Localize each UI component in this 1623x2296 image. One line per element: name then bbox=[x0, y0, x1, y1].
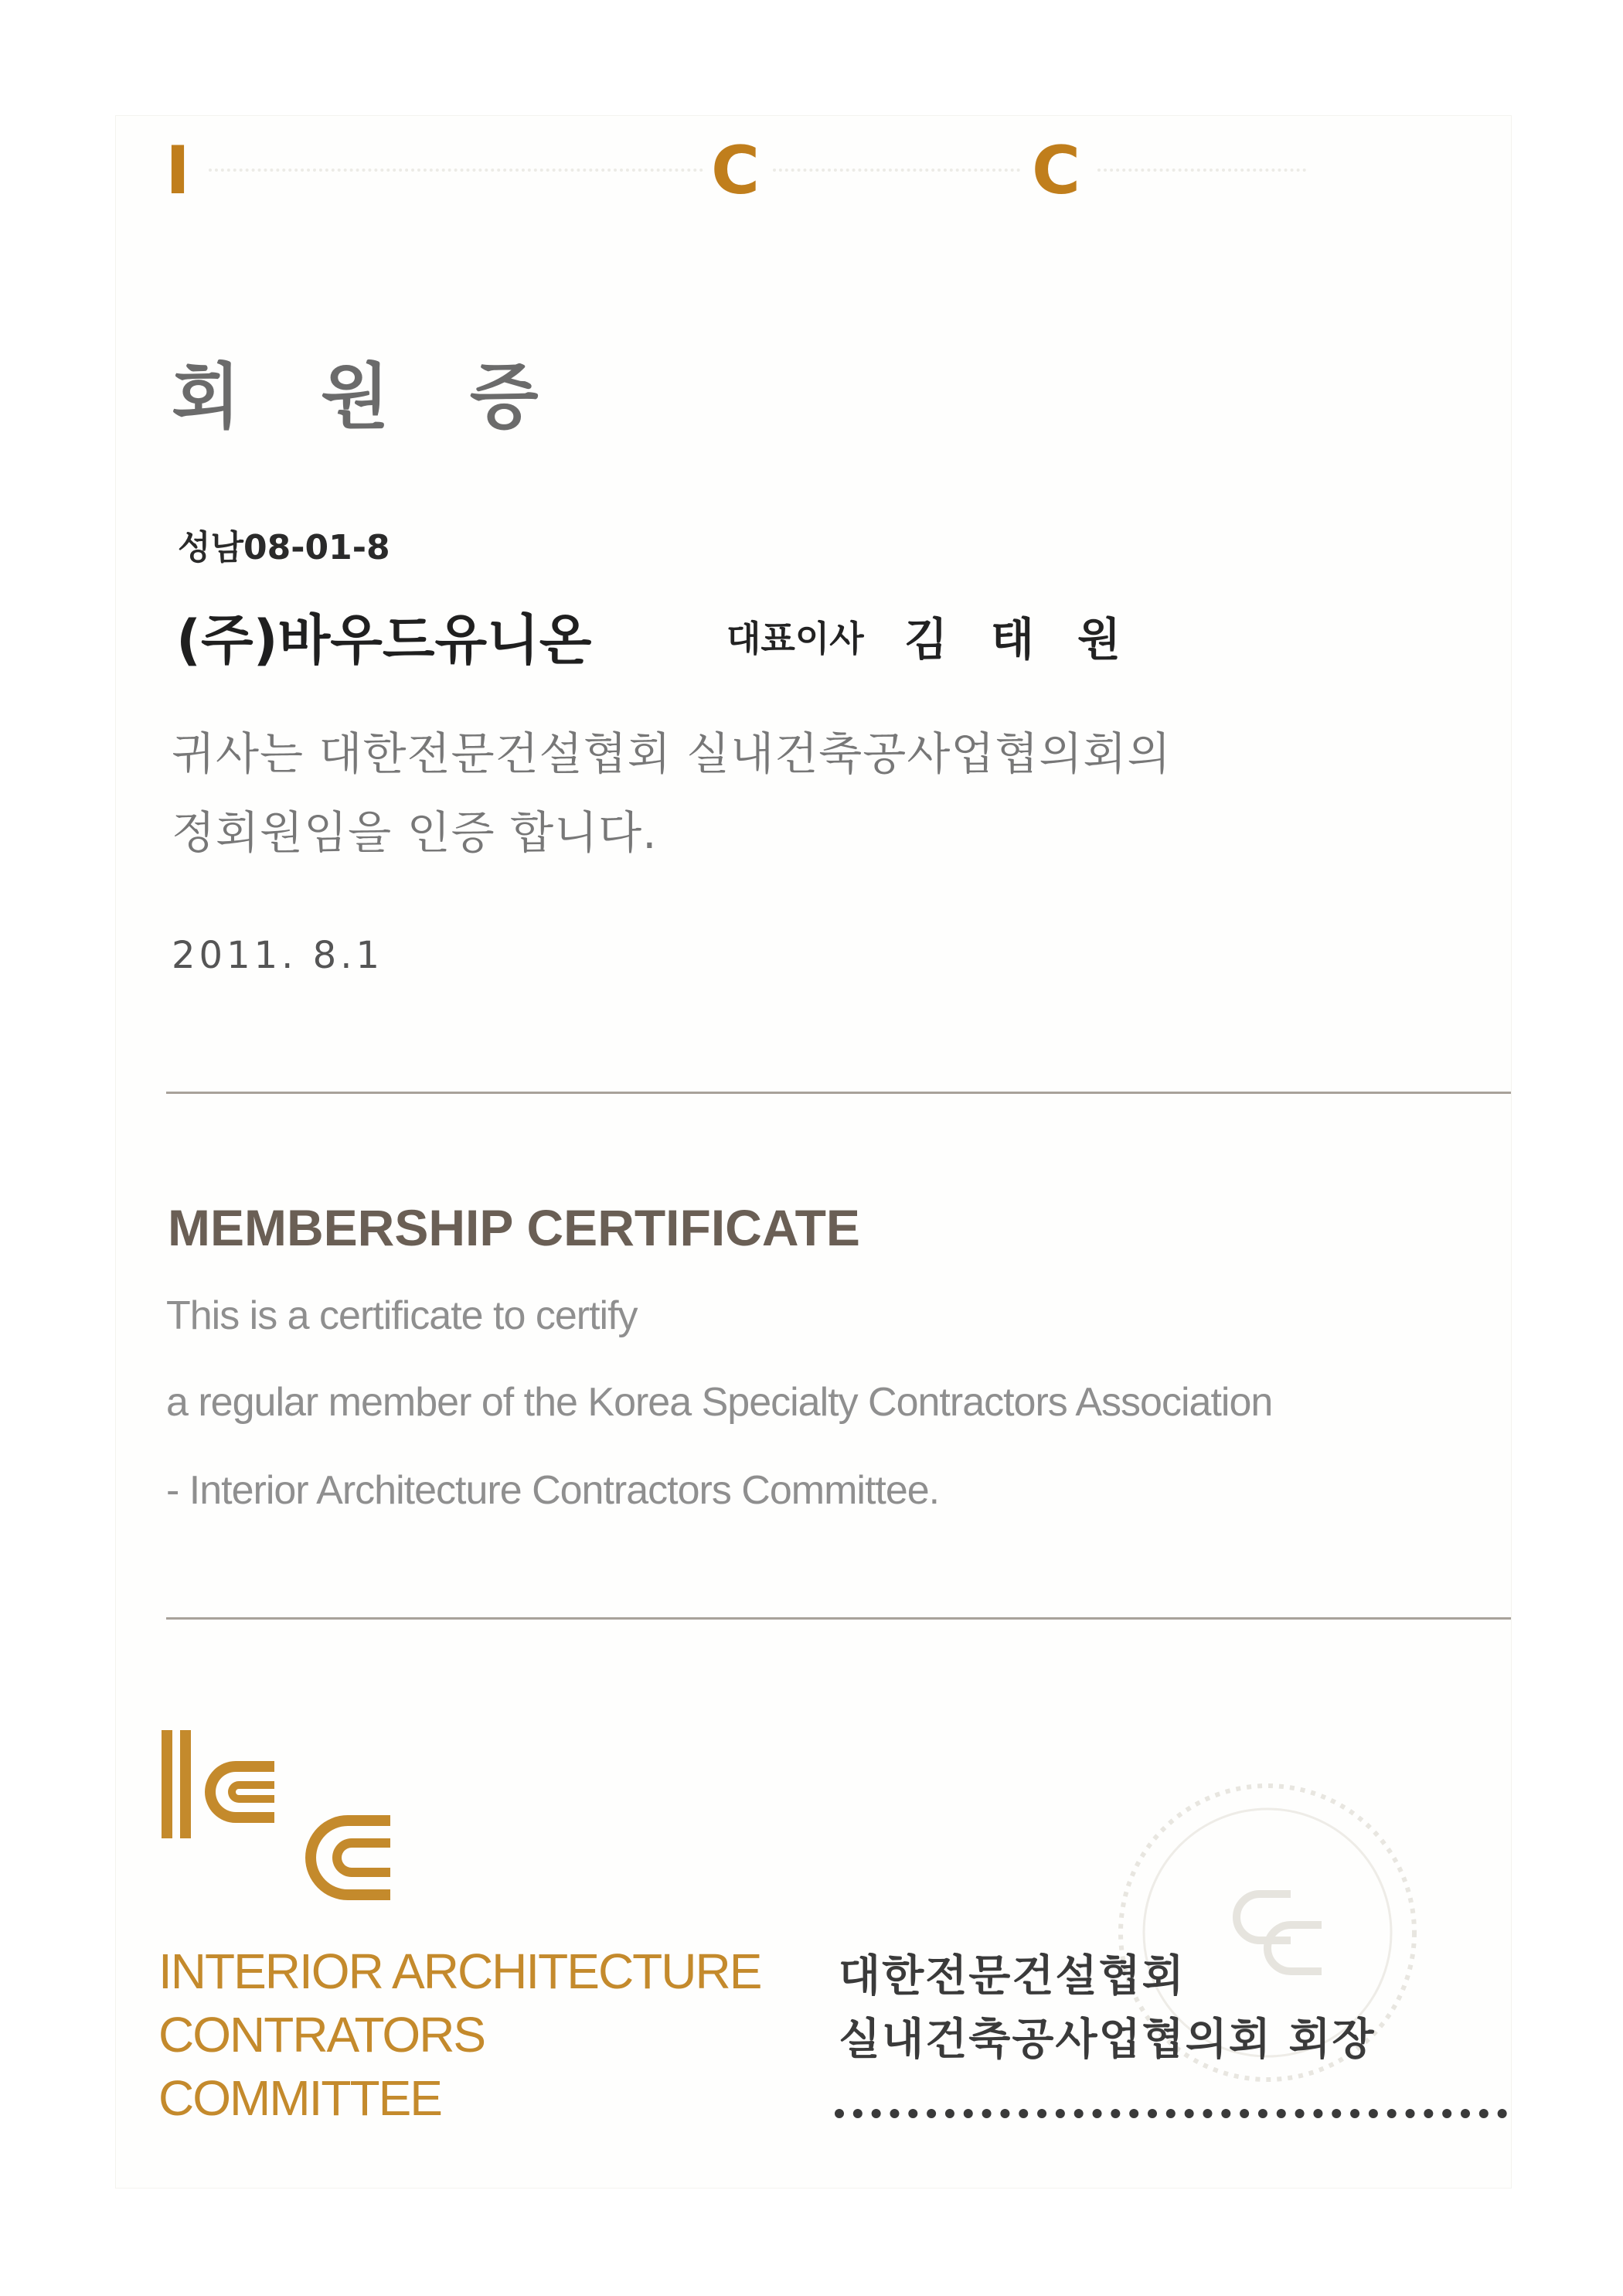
org-name-en-line2: CONTRATORS bbox=[158, 2007, 485, 2063]
representative-name: 김태원 bbox=[904, 613, 1165, 666]
header-letter-c1: C bbox=[711, 132, 760, 210]
certification-text-en-line3: - Interior Architecture Contractors Committee. bbox=[166, 1468, 940, 1513]
certification-text-kr-line1: 귀사는 대한전문건설협회 실내건축공사업협의회의 bbox=[172, 727, 1172, 780]
divider-bottom bbox=[166, 1617, 1511, 1620]
divider-top bbox=[166, 1092, 1511, 1094]
representative-title: 대표이사 bbox=[726, 618, 864, 659]
company-name: (주)바우드유니온 bbox=[176, 608, 592, 672]
org-name-en-line1: INTERIOR ARCHITECTURE bbox=[158, 1943, 761, 1999]
header-letter-c2: C bbox=[1032, 132, 1081, 210]
issue-date: 2011. 8.1 bbox=[172, 934, 384, 977]
header-letter-i: I bbox=[165, 132, 190, 210]
org-name-en-line3: COMMITTEE bbox=[158, 2070, 441, 2126]
certification-text-en-line1: This is a certificate to certify bbox=[166, 1293, 638, 1338]
certification-text-kr-line2: 정회원임을 인증 합니다. bbox=[172, 806, 658, 859]
signature-org-line2: 실내건축공사업협의회 회장 bbox=[839, 2015, 1376, 2065]
certificate-title-en: MEMBERSHIP CERTIFICATE bbox=[168, 1199, 860, 1256]
signature-org-line1: 대한전문건설협회 bbox=[839, 1951, 1186, 2001]
header-faint-text bbox=[1097, 169, 1306, 184]
header-faint-text bbox=[209, 169, 703, 184]
member-number: 성남08-01-8 bbox=[178, 528, 390, 567]
certification-text-en-line2: a regular member of the Korea Specialty Contractors Association bbox=[166, 1380, 1273, 1425]
signature-dotted-line bbox=[835, 2109, 1507, 2118]
certificate-title-kr: 회원증 bbox=[172, 356, 619, 438]
header-faint-text bbox=[773, 169, 1020, 184]
icc-logo-icon bbox=[158, 1730, 390, 1908]
